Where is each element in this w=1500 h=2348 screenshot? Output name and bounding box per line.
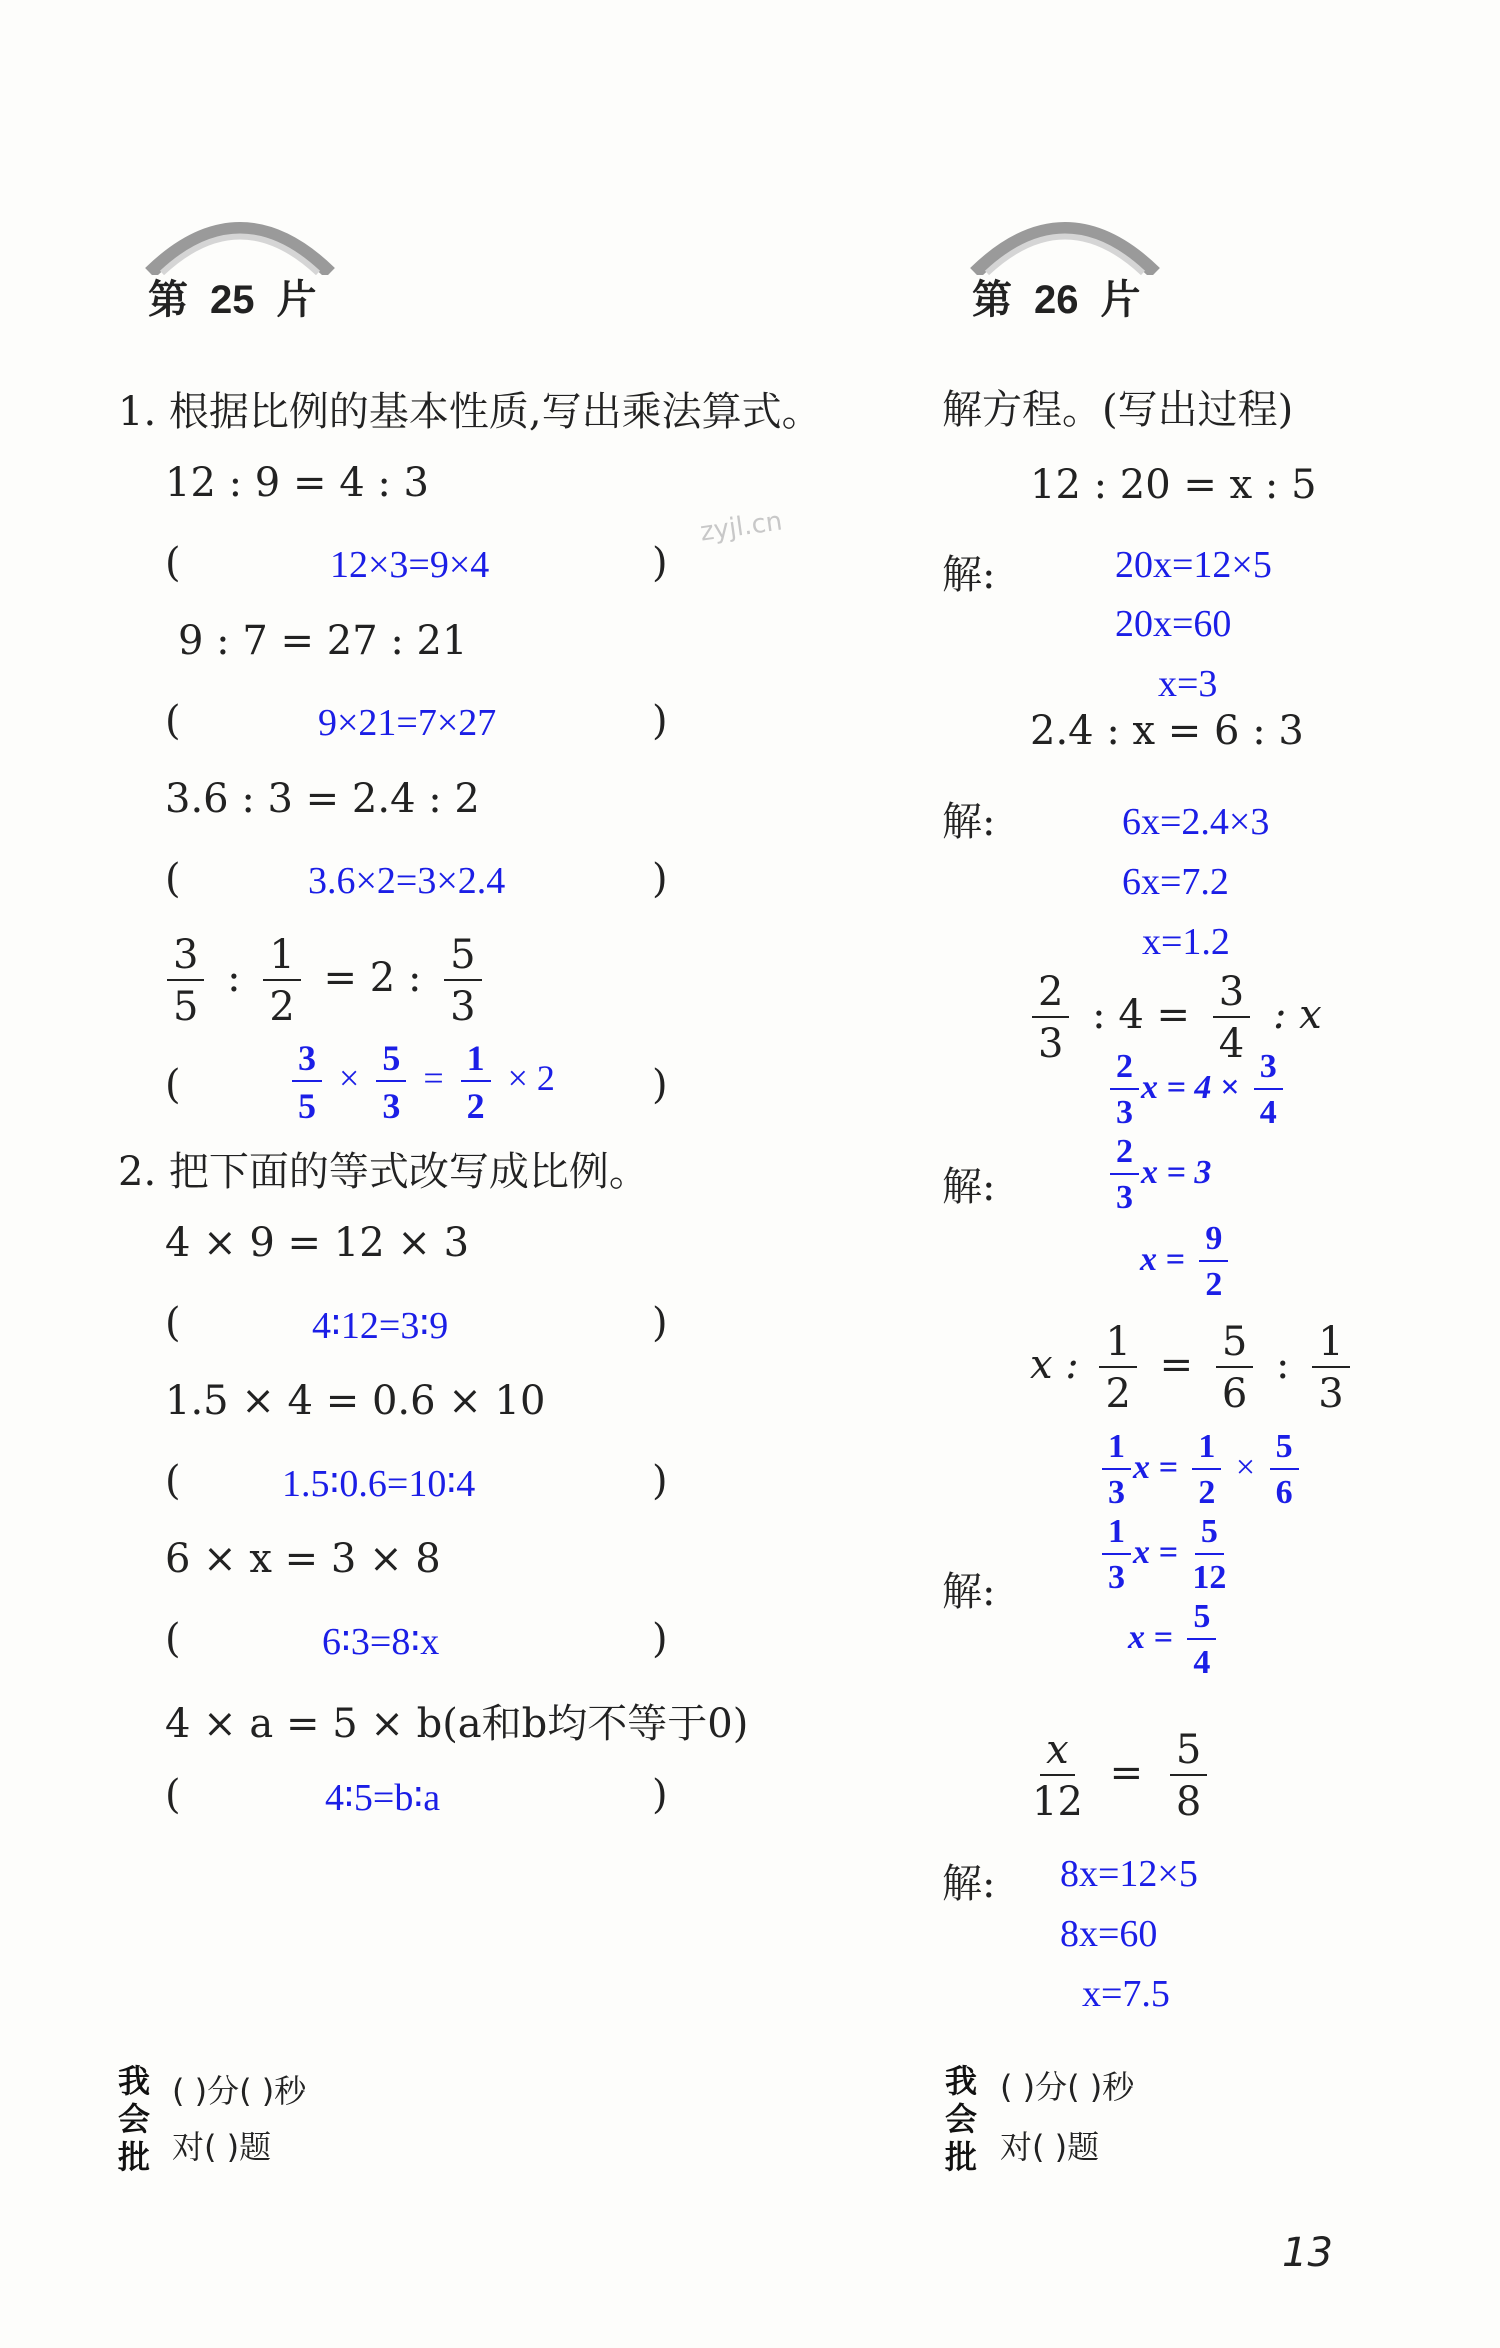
q1-equation-4: $\frac{3}{5}$ : $\frac{1}{2}$ = 2 : $\frac{5}{3}$ <box>165 935 484 1027</box>
q1-answer-1: 12×3=9×4 <box>330 544 490 586</box>
eq5-step-3: x=7.5 <box>1082 1973 1170 2015</box>
eq1-step-3: x=3 <box>1158 663 1218 705</box>
q2-equation-3: 6 × x = 3 × 8 <box>165 1536 441 1582</box>
paren-open: ( <box>165 856 181 902</box>
paren-open: ( <box>165 1300 181 1346</box>
paren-open: ( <box>165 1616 181 1662</box>
correct-count: 对( )题 <box>1000 2128 1100 2166</box>
grading-label: 我会批 <box>945 2062 978 2176</box>
paren-open: ( <box>165 698 181 744</box>
paren-close: ) <box>652 1062 668 1108</box>
paren-open: ( <box>165 540 181 586</box>
eq2-step-2: 6x=7.2 <box>1122 861 1229 903</box>
equation-4: x : $\frac{1}{2}$ = $\frac{5}{6}$ : $\frac{1}{3}$ <box>1030 1322 1352 1414</box>
solve-label: 解: <box>942 799 996 845</box>
question-1-title: 1. 根据比例的基本性质,写出乘法算式。 <box>118 389 822 435</box>
eq5-step-1: 8x=12×5 <box>1060 1853 1198 1895</box>
solve-label: 解: <box>942 1861 996 1907</box>
rainbow-arc-icon <box>140 205 340 275</box>
q2-equation-4: 4 × a = 5 × b(a和b均不等于0) <box>165 1701 749 1747</box>
question-2-title: 2. 把下面的等式改写成比例。 <box>118 1149 649 1195</box>
eq2-step-3: x=1.2 <box>1142 921 1230 963</box>
q1-equation-1: 12 : 9 = 4 : 3 <box>165 460 430 506</box>
section-header-25: 第 25 片 <box>148 277 317 323</box>
equation-section-title: 解方程。(写出过程) <box>942 387 1294 433</box>
q2-equation-2: 1.5 × 4 = 0.6 × 10 <box>165 1378 546 1424</box>
equation-2: 2.4 : x = 6 : 3 <box>1030 708 1304 754</box>
equation-3: $\frac{2}{3}$ : 4 = $\frac{3}{4}$ : x <box>1030 972 1322 1064</box>
q1-equation-3: 3.6 : 3 = 2.4 : 2 <box>165 776 480 822</box>
rainbow-arc-icon <box>965 205 1165 275</box>
q1-answer-3: 3.6×2=3×2.4 <box>308 860 506 902</box>
paren-close: ) <box>652 540 668 586</box>
paren-open: ( <box>165 1062 181 1108</box>
paren-close: ) <box>652 856 668 902</box>
solve-label: 解: <box>942 1164 996 1210</box>
correct-count: 对( )题 <box>172 2128 272 2166</box>
q2-answer-1: 4∶12=3∶9 <box>312 1305 449 1347</box>
paren-close: ) <box>652 1458 668 1504</box>
solve-label: 解: <box>942 552 996 598</box>
q1-equation-2: 9 : 7 = 27 : 21 <box>178 618 468 664</box>
fraction: $\frac{1}{2}$ <box>263 935 300 1027</box>
eq3-step-1: $\frac{2}{3}$ x = 4 × $\frac{3}{4}$ <box>1108 1050 1285 1130</box>
eq1-step-2: 20x=60 <box>1115 603 1232 645</box>
watermark: zyjl.cn <box>698 506 785 548</box>
section-header-26: 第 26 片 <box>972 277 1141 323</box>
solve-label: 解: <box>942 1569 996 1615</box>
q2-equation-1: 4 × 9 = 12 × 3 <box>165 1220 470 1266</box>
q1-answer-4: $\frac{3}{5}$ × $\frac{5}{3}$ = $\frac{1}{2}$ × 2 <box>290 1040 555 1124</box>
eq4-step-2: $\frac{1}{3}$ x = $\frac{5}{12}$ <box>1100 1515 1228 1595</box>
equation-5: $\frac{x}{12}$ = $\frac{5}{8}$ <box>1030 1730 1209 1822</box>
eq3-step-2: $\frac{2}{3}$ x = 3 <box>1108 1135 1211 1215</box>
paren-close: ) <box>652 1772 668 1818</box>
eq4-step-1: $\frac{1}{3}$ x = $\frac{1}{2}$ × $\frac{5}{6}$ <box>1100 1430 1301 1510</box>
page-number: 13 <box>1282 2230 1333 2276</box>
eq3-step-3: x = $\frac{9}{2}$ <box>1140 1222 1230 1302</box>
fraction: $\frac{3}{5}$ <box>167 935 204 1027</box>
eq1-step-1: 20x=12×5 <box>1115 544 1272 586</box>
q1-answer-2: 9×21=7×27 <box>318 702 497 744</box>
paren-close: ) <box>652 698 668 744</box>
q2-answer-2: 1.5∶0.6=10∶4 <box>282 1463 476 1505</box>
eq2-step-1: 6x=2.4×3 <box>1122 801 1270 843</box>
paren-open: ( <box>165 1458 181 1504</box>
fraction: $\frac{5}{3}$ <box>444 935 481 1027</box>
q2-answer-4: 4∶5=b∶a <box>325 1777 441 1819</box>
paren-close: ) <box>652 1616 668 1662</box>
grading-label: 我会批 <box>118 2062 151 2176</box>
eq4-step-3: x = $\frac{5}{4}$ <box>1128 1600 1218 1680</box>
paren-open: ( <box>165 1772 181 1818</box>
q2-answer-3: 6∶3=8∶x <box>322 1621 440 1663</box>
time-record: ( )分( )秒 <box>1000 2068 1135 2106</box>
time-record: ( )分( )秒 <box>172 2072 307 2110</box>
equation-1: 12 : 20 = x : 5 <box>1030 462 1317 508</box>
paren-close: ) <box>652 1300 668 1346</box>
eq5-step-2: 8x=60 <box>1060 1913 1158 1955</box>
